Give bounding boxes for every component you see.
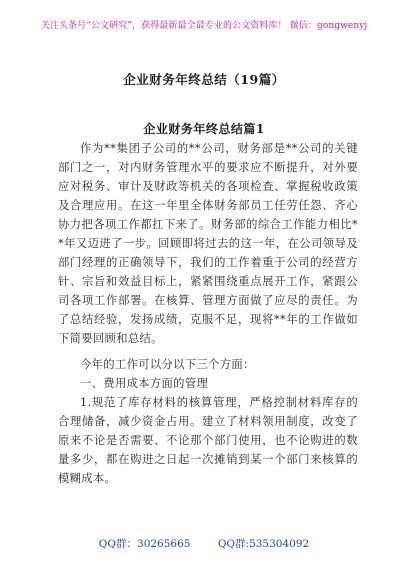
- header-note: 关注头条号“公文研究”，获得最新最全最专业的公文资料库！ 微信：gongwenyj: [40, 21, 368, 31]
- body-line: 应对税务、审计及财政等机关的各项检查、掌握税收政策: [58, 180, 358, 193]
- body-line: 模糊成本。: [58, 472, 117, 485]
- footer: [0, 536, 408, 551]
- body-line: 下简要回顾和总结。: [58, 332, 163, 345]
- body-line: 今年的工作可以分以下三个方面：: [80, 358, 255, 371]
- body-line: 原来不论是否需要、不论那个部门使用，也不论购进的数: [58, 434, 358, 447]
- body-line: 协力把各项工作都扛下来了。财务部的综合工作能力相比*: [58, 218, 358, 231]
- body-line: 作为**集团子公司的**公司，财务部是**公司的关键: [80, 142, 358, 155]
- body-line: 一、费用成本方面的管理: [80, 377, 209, 390]
- body-line: 合理储备，减少资金占用。建立了材料领用制度，改变了: [58, 415, 358, 428]
- document-title: 企业财务年终总结（19篇）: [123, 72, 285, 87]
- body-line: 了总结经验，发扬成绩，克服不足，现将**年的工作做如: [58, 313, 358, 326]
- body-line: 1.规范了库存材料的核算管理，严格控制材料库存的: [80, 396, 358, 409]
- body-line: 部门经理的正确领导下，我们的工作着重于公司的经营方: [58, 256, 358, 269]
- body-line: 司各项工作部署。在核算、管理方面做了应尽的责任。为: [58, 294, 358, 307]
- body-line: 针、宗旨和效益目标上，紧紧围绕重点展开工作，紧跟公: [58, 275, 358, 288]
- body-line: 量多少，都在购进之日起一次摊销到某一个部门来核算的: [58, 453, 358, 466]
- footer-qq-group-2: QQ群:535304092: [217, 538, 310, 550]
- body-line: 部门之一，对内财务管理水平的要求应不断提升，对外要: [58, 161, 358, 174]
- footer-qq-group-1: QQ群：30265665: [98, 538, 191, 550]
- body-line: 及合理应用。在这一年里全体财务部员工任劳任怨、齐心: [58, 199, 358, 212]
- body-line: *年又迈进了一步。回顾即将过去的这一年，在公司领导及: [58, 237, 358, 250]
- section-title: 企业财务年终总结篇1: [143, 122, 265, 136]
